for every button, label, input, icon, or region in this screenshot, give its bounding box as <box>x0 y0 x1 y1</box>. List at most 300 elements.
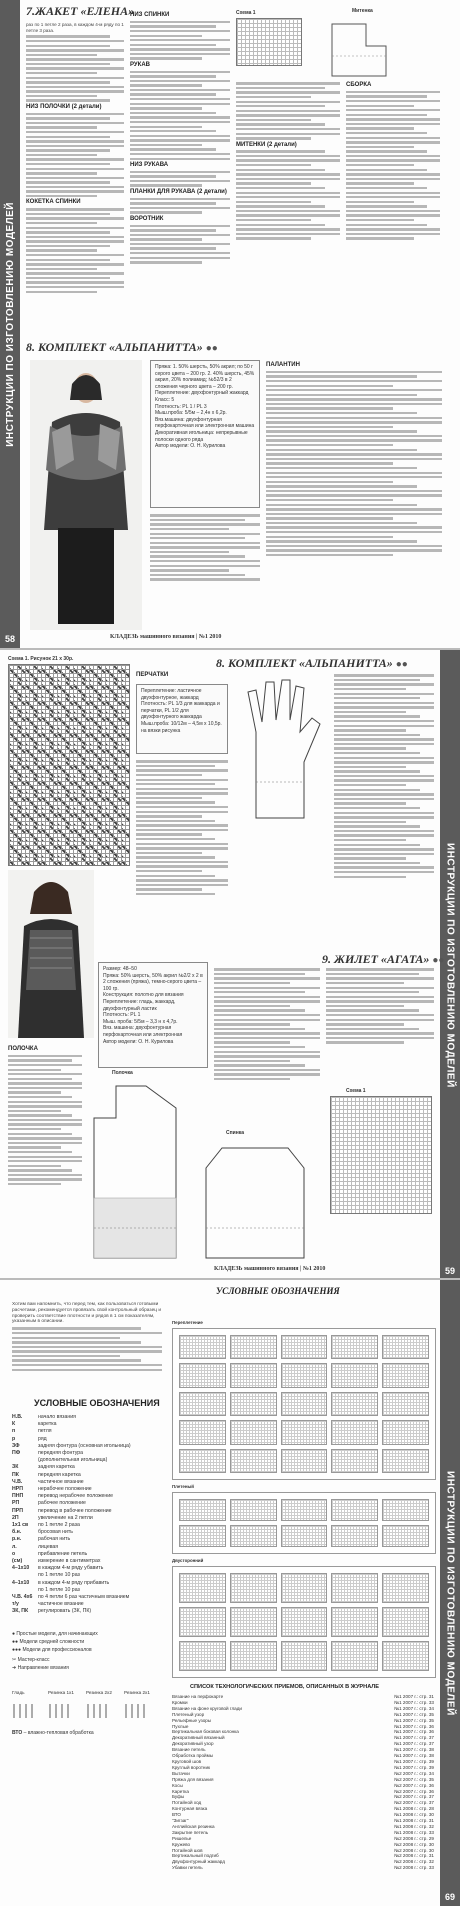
stitch-symbol-icon <box>230 1525 277 1547</box>
technique-reference: №1 2007 г.: стр. 34 <box>394 1705 434 1711</box>
spinka-label: Спинка <box>226 1130 245 1136</box>
abbreviation-legend <box>12 1414 162 1616</box>
technique-name: Косы <box>172 1782 183 1788</box>
legend-row <box>12 1457 162 1464</box>
legend-abbr: Ч.В. <box>12 1478 23 1485</box>
gloves-info-box <box>136 684 228 754</box>
legend-row <box>12 1414 162 1421</box>
legend-abbr: р.н. <box>12 1536 22 1543</box>
scheme-label: Схема 1. Рисунок 21 х 30р. <box>8 656 74 662</box>
panel-title: Плетеный <box>172 1484 194 1489</box>
subsection-header <box>136 670 228 682</box>
stitch-symbol-icon <box>281 1607 328 1637</box>
technique-name: Декоративный узор <box>172 1741 214 1747</box>
info-gauge: Мыш.проба: 5/5м – 2,4н х 6,2р. <box>155 410 227 417</box>
front-panel-schematic <box>86 1078 196 1262</box>
technique-reference: №1 2007 г.: стр. 37 <box>394 1735 434 1741</box>
stitch-symbol-icon <box>281 1335 328 1359</box>
legend-row <box>12 1522 162 1529</box>
pattern-title: 7.ЖАКЕТ «ЕЛЕНА» <box>26 4 135 18</box>
info-stitch: Переплетение: гладь, жаккард, двухфонтурный ластик <box>103 998 176 1012</box>
technique-reference: №2 2008 г.: стр. 30 <box>394 1847 434 1853</box>
legend-row <box>12 1565 162 1572</box>
rib-label: Резинка 2x1 <box>124 1690 150 1695</box>
stitch-symbol-icon <box>281 1449 328 1473</box>
legend-row <box>12 1436 162 1443</box>
technique-name: Вязание на перфокарте <box>172 1694 224 1699</box>
legend-row <box>12 1500 162 1507</box>
page-number: 69 <box>444 1892 455 1902</box>
stitch-symbol-icon <box>230 1363 277 1387</box>
technique-name: Круглый воротник <box>172 1764 211 1770</box>
magazine-name: КЛАДЕЗЬ машинного вязания | №1 2010 <box>214 1266 326 1272</box>
technique-name: Потайной ход <box>172 1800 202 1806</box>
rib-label: Резинка 2x2 <box>86 1690 112 1695</box>
legend-meaning: частичное вязание <box>38 1478 84 1485</box>
legend-row <box>12 1558 162 1565</box>
stitch-symbol-icon <box>331 1392 378 1416</box>
legend-meaning: лицевая <box>38 1543 59 1550</box>
vto-legend: ВТО – влажно-тепловая обработка <box>12 1730 94 1736</box>
instructions-column-2 <box>130 10 230 332</box>
stitch-symbol-icon <box>281 1363 328 1387</box>
legend-meaning: нерабочее положение <box>38 1486 92 1493</box>
instructions-column-4 <box>346 80 440 332</box>
legend-row <box>12 1608 162 1615</box>
legend-title-top: УСЛОВНЫЕ ОБОЗНАЧЕНИЯ <box>216 1286 340 1296</box>
legend-abbr: ПРП <box>12 1507 23 1514</box>
technique-reference: №1 2007 г.: стр. 38 <box>394 1747 434 1753</box>
stitch-symbol-icon <box>382 1607 429 1637</box>
stitch-symbol-icon <box>331 1363 378 1387</box>
info-author: Автор модели: О. Н. Курилова <box>103 1038 174 1045</box>
technique-name: "Зигзаг" <box>172 1818 189 1824</box>
page-number: 58 <box>4 634 15 644</box>
technique-name: Буфы <box>172 1794 185 1800</box>
intro-paragraph <box>12 1302 162 1390</box>
magazine-page-58 <box>0 0 460 648</box>
stitch-symbol-icon <box>331 1499 378 1521</box>
legend-meaning: по 4 петли 6 раз частичным вязанием <box>38 1594 130 1601</box>
difficulty-pro: ●●● Модели для профессионалов <box>12 1647 92 1653</box>
symbols-panel-1 <box>172 1328 436 1480</box>
technique-name: ВТО <box>172 1812 181 1818</box>
info-density: Плотность: PL 1 <box>103 1012 141 1019</box>
technique-reference: №1 2007 г.: стр. 37 <box>394 1741 434 1747</box>
legend-title-left: УСЛОВНЫЕ ОБОЗНАЧЕНИЯ <box>34 1398 160 1408</box>
legend-meaning: перевод в рабочее положение <box>38 1507 112 1514</box>
legend-abbr: ЗК <box>12 1464 19 1471</box>
info-author: Автор модели: О. Н. Курилова <box>155 443 226 450</box>
stitch-symbol-icon <box>230 1449 277 1473</box>
technique-reference: №1 2007 г.: стр. 31 <box>394 1694 434 1699</box>
legend-row <box>12 1508 162 1515</box>
legend-meaning: каретка <box>38 1421 57 1428</box>
page-footer <box>110 634 221 640</box>
technique-name: Вертикальная боковая колонка <box>172 1729 239 1735</box>
pattern-title: 8. КОМПЛЕКТ «АЛЬПАНИТТА» ●● <box>26 340 218 354</box>
subsection-title: ВОРОТНИК <box>130 215 164 222</box>
technique-list <box>172 1694 434 1871</box>
legend-abbr: 4–1х10 <box>12 1565 30 1572</box>
back-panel-schematic <box>200 1138 310 1262</box>
project-info-box <box>150 360 260 508</box>
stitch-symbol-icon <box>230 1641 277 1671</box>
technique-reference: №1 2008 г.: стр. 30 <box>394 1812 434 1818</box>
subsection-title: ПЕРЧАТКИ <box>136 672 169 678</box>
legend-row <box>12 1472 162 1479</box>
technique-name: Ришелье <box>172 1835 192 1841</box>
technique-reference: №2 2008 г.: стр. 33 <box>394 1865 434 1871</box>
technique-reference: №2 2007 г.: стр. 36 <box>394 1788 434 1794</box>
technique-name: Каретка <box>172 1788 189 1794</box>
legend-meaning: по 1 петле 10 раз <box>38 1572 80 1579</box>
page-number: 59 <box>444 1266 455 1276</box>
technique-reference: №1 2007 г.: стр. 35 <box>394 1711 434 1717</box>
technique-name: Обработка проймы <box>172 1753 214 1759</box>
legend-row <box>12 1486 162 1493</box>
technique-reference: №1 2007 г.: стр. 35 <box>394 1717 434 1723</box>
stitch-chart <box>236 18 302 66</box>
subsection-title: СБОРКА <box>346 82 372 88</box>
technique-name: Кромки <box>172 1699 188 1705</box>
technique-name: Круговой шов <box>172 1758 202 1764</box>
legend-meaning: петля <box>38 1428 52 1435</box>
info-class: Класс: 5 <box>155 396 175 403</box>
legend-abbr: ЗФ <box>12 1442 20 1449</box>
legend-row <box>12 1551 162 1558</box>
legend-row <box>12 1464 162 1471</box>
legend-abbr: о <box>12 1550 16 1557</box>
pattern-title: 8. КОМПЛЕКТ «АЛЬПАНИТТА» ●● <box>216 656 408 670</box>
pattern-title-text: 8. КОМПЛЕКТ «АЛЬПАНИТТА» <box>26 340 203 354</box>
legend-meaning: измерение в сантиметрах <box>38 1558 101 1565</box>
stitch-symbol-icon <box>281 1641 328 1671</box>
stitch-symbol-icon <box>281 1573 328 1603</box>
subsection-title: НИЗ СПИНКИ <box>130 12 170 18</box>
info-density: Плотность: PL 1/3 для жаккарда и перчатки, PL 1/2 для двухфонтурного жаккарда <box>141 701 220 721</box>
stitch-symbol-icon <box>382 1420 429 1444</box>
legend-meaning: (дополнительная игольница) <box>38 1457 108 1464</box>
legend-meaning: регулировать (ЗК, ПК) <box>38 1608 92 1615</box>
stitch-symbol-icon <box>281 1420 328 1444</box>
subsection-title: НИЗ РУКАВА <box>130 161 169 168</box>
technique-name: Убавки петель <box>172 1865 203 1871</box>
technique-reference: №1 2007 г.: стр. 39 <box>394 1764 434 1770</box>
rib-label: Гладь <box>12 1690 25 1695</box>
rib-samples <box>12 1690 162 1750</box>
technique-name: Вертикальный подгиб <box>172 1853 219 1859</box>
technique-reference: №1 2007 г.: стр. 33 <box>394 1699 434 1705</box>
stitch-symbol-icon <box>179 1525 226 1547</box>
technique-name: Двухфонтурный жаккард <box>172 1859 225 1865</box>
stitch-symbol-icon <box>331 1641 378 1671</box>
technique-name: Пухлые <box>172 1723 189 1729</box>
stitch-symbol-icon <box>179 1335 226 1359</box>
model-photo <box>30 360 142 630</box>
technique-reference: №1 2008 г.: стр. 31 <box>394 1818 434 1824</box>
legend-abbr: (см) <box>12 1558 23 1565</box>
legend-row <box>12 1479 162 1486</box>
info-construction: Конструкция: полотно для вязания <box>103 992 184 999</box>
technique-name: Рельефные узоры <box>172 1717 212 1723</box>
subsection-title: ПОЛОЧКА <box>8 1046 38 1052</box>
legend-meaning: задняя фонтура (основная игольница) <box>38 1442 131 1449</box>
info-machine: Вяз.машина: двухфонтурная перфокарточная или электронная машина <box>155 416 255 430</box>
legend-meaning: прибавление петель <box>38 1550 88 1557</box>
stitch-symbol-icon <box>230 1499 277 1521</box>
legend-row <box>12 1515 162 1522</box>
legend-meaning: задняя каретка <box>38 1464 75 1471</box>
legend-meaning: рабочая нить <box>38 1536 71 1543</box>
panel-title: Двусторонний <box>172 1558 204 1563</box>
subsection-title: ПЛАНКИ ДЛЯ РУКАВА (2 детали) <box>130 188 227 195</box>
legend-meaning: частичное вязание <box>38 1601 84 1608</box>
section-sidebar <box>0 0 20 648</box>
magazine-page-59 <box>0 648 460 1280</box>
stitch-symbol-icon <box>179 1607 226 1637</box>
stitch-symbol-icon <box>179 1420 226 1444</box>
page-footer <box>214 1266 325 1272</box>
technique-name: Закрытие петель <box>172 1829 209 1835</box>
stitch-symbol-icon <box>179 1449 226 1473</box>
stitch-symbol-icon <box>331 1335 378 1359</box>
legend-row <box>12 1493 162 1500</box>
legend-abbr: ЗК, ПК <box>12 1608 29 1615</box>
legend-row <box>12 1544 162 1551</box>
stitch-symbol-icon <box>281 1392 328 1416</box>
vest-instructions-2 <box>326 966 434 1082</box>
legend-meaning: перевод нерабочее положение <box>38 1493 114 1500</box>
intro-text: раз по 1 петле 2 раза, в каждом 4-м ряду по 1 петле 3 раза. <box>26 22 124 33</box>
gloves-instructions-2 <box>334 672 434 947</box>
stitch-symbol-icon <box>382 1392 429 1416</box>
palatin-column <box>266 360 442 624</box>
mitten-label: Митенка <box>352 8 373 14</box>
stitch-symbol-icon <box>382 1363 429 1387</box>
instructions-column-3 <box>236 80 340 332</box>
technique-name: Кружево <box>172 1841 191 1847</box>
symbols-panel-2 <box>172 1492 436 1554</box>
legend-meaning: передняя фонтура <box>38 1450 84 1457</box>
intro-text: Хотим вам напомнить, что перед тем, как пользоваться готовыми расчетами, рекомендуется провязать свой контрольный образец и проверить соответствие плотности и рядов в 1 см показателям, указанным в описании. <box>12 1302 161 1325</box>
technique-reference: №2 2007 г.: стр. 35 <box>394 1776 434 1782</box>
technique-name: Вытачки <box>172 1770 190 1776</box>
technique-name: Декоративный вязанный <box>172 1735 225 1741</box>
technique-reference: №1 2007 г.: стр. 38 <box>394 1753 434 1759</box>
technique-reference: №2 2007 г.: стр. 37 <box>394 1800 434 1806</box>
pattern-title-text: 8. КОМПЛЕКТ «АЛЬПАНИТТА» <box>216 656 393 670</box>
difficulty-easy: ● Простые модели, для начинающих <box>12 1631 98 1637</box>
magazine-name: КЛАДЕЗЬ машинного вязания | №1 2010 <box>110 634 222 640</box>
master-class-legend: ✂ Мастер-класс <box>12 1657 50 1663</box>
stitch-symbol-icon <box>230 1392 277 1416</box>
stitch-symbol-icon <box>179 1641 226 1671</box>
stitch-symbol-icon <box>179 1363 226 1387</box>
legend-abbr: т/у <box>12 1601 19 1608</box>
legend-abbr: К <box>12 1421 16 1428</box>
legend-meaning: рабочее положение <box>38 1500 86 1507</box>
legend-abbr: Ч.В. 4х6 <box>12 1594 33 1601</box>
stitch-symbol-icon <box>382 1449 429 1473</box>
polochka-label: Полочка <box>112 1070 133 1076</box>
technique-reference: №2 2008 г.: стр. 31 <box>394 1853 434 1859</box>
scheme-label: Схема 1 <box>346 1088 366 1094</box>
info-yarn: Пряжа: 50% шерсть, 50% акрил №2/2 x 2 в 2 сложения (пряжа), темно-серого цвета – 100 гр. <box>103 972 203 992</box>
stitch-symbol-icon <box>382 1525 429 1547</box>
stitch-symbol-icon <box>331 1420 378 1444</box>
scheme-label: Схема 1 <box>236 10 256 16</box>
legend-abbr: ПК <box>12 1471 19 1478</box>
stitch-symbol-icon <box>281 1525 328 1547</box>
legend-row <box>12 1601 162 1608</box>
technique-reference: №1 2007 г.: стр. 36 <box>394 1723 434 1729</box>
technique-name: Вязание на фоне круговой глади <box>172 1705 242 1711</box>
legend-abbr: 1х1 св <box>12 1522 29 1529</box>
subsection-title: КОКЕТКА СПИНКИ <box>26 199 81 206</box>
legend-row <box>12 1428 162 1435</box>
legend-meaning: в каждом 4-м ряду убавить <box>38 1565 104 1572</box>
legend-row <box>12 1421 162 1428</box>
legend-abbr <box>12 1572 38 1579</box>
legend-abbr: НРП <box>12 1486 23 1493</box>
legend-meaning: по 1 петле 10 раз <box>38 1586 80 1593</box>
technique-reference: №2 2007 г.: стр. 37 <box>394 1794 434 1800</box>
legend-abbr: п <box>12 1428 16 1435</box>
stitch-symbol-icon <box>179 1573 226 1603</box>
stitch-symbol-icon <box>331 1525 378 1547</box>
legend-abbr: р <box>12 1435 16 1442</box>
model-photo <box>8 870 94 1038</box>
legend-row <box>12 1529 162 1536</box>
technique-reference: №1 2008 г.: стр. 32 <box>394 1823 434 1829</box>
technique-reference: №1 2008 г.: стр. 28 <box>394 1806 434 1812</box>
info-deco: Декоративная игольница: непрерывные полоски одного ряда <box>155 429 248 443</box>
stitch-symbol-icon <box>230 1573 277 1603</box>
subsection-title: НИЗ ПОЛОЧКИ (2 детали) <box>26 103 102 110</box>
vest-info-box <box>98 962 208 1068</box>
technique-reference: №1 2008 г.: стр. 33 <box>394 1829 434 1835</box>
technique-name: Вязание петель <box>172 1747 206 1753</box>
pattern-title-text: 9. ЖИЛЕТ «АГАТА» <box>322 952 430 966</box>
technique-reference: №1 2007 г.: стр. 36 <box>394 1729 434 1735</box>
info-density: Плотность: PL 1 / PL 3 <box>155 403 207 410</box>
technique-name: Контурная вязка <box>172 1806 208 1812</box>
subsection-title: ПАЛАНТИН <box>266 362 300 368</box>
legend-meaning: бросовая нить <box>38 1529 73 1536</box>
stitch-symbol-icon <box>230 1335 277 1359</box>
technique-name: Английская резинка <box>172 1823 215 1829</box>
front-instructions <box>8 1044 82 1254</box>
legend-abbr: Н.В. <box>12 1414 23 1420</box>
stitch-symbol-icon <box>382 1499 429 1521</box>
difficulty-legend <box>12 1630 162 1672</box>
legend-row <box>12 1580 162 1587</box>
gloves-instructions <box>136 758 228 948</box>
legend-abbr: л. <box>12 1543 17 1550</box>
technique-reference: №1 2007 г.: стр. 39 <box>394 1758 434 1764</box>
legend-row <box>12 1587 162 1594</box>
legend-abbr: б.н. <box>12 1529 22 1536</box>
info-gauge: Мыш.проба: 10/12м – 4,5м х 10,5р. на вязки рисунка <box>141 720 222 734</box>
pattern-title: 9. ЖИЛЕТ «АГАТА» ●● <box>322 952 445 966</box>
instructions-column-1 <box>26 22 124 332</box>
rib-label: Резинка 1x1 <box>48 1690 74 1695</box>
mitten-pattern-diagram <box>322 16 400 78</box>
glove-pattern-diagram <box>236 672 328 822</box>
stitch-symbol-icon <box>331 1449 378 1473</box>
legend-meaning: по 1 петле 2 раза <box>38 1522 80 1529</box>
stitch-symbol-icon <box>331 1607 378 1637</box>
technique-reference: №2 2007 г.: стр. 36 <box>394 1782 434 1788</box>
techlist-title: СПИСОК ТЕХНОЛОГИЧЕСКИХ ПРИЕМОВ, ОПИСАННЫХ В ЖУРНАЛЕ <box>190 1684 379 1690</box>
section-label: ИНСТРУКЦИИ ПО ИЗГОТОВЛЕНИЮ МОДЕЛЕЙ <box>444 1470 456 1716</box>
legend-meaning: передняя каретка <box>38 1471 81 1478</box>
legend-abbr <box>12 1457 38 1464</box>
legend-row <box>12 1594 162 1601</box>
section-label: ИНСТРУКЦИИ ПО ИЗГОТОВЛЕНИЮ МОДЕЛЕЙ <box>444 842 456 1088</box>
section-sidebar <box>440 1280 460 1906</box>
technique-name: Пряжа для вязания <box>172 1776 214 1782</box>
technique-reference: №2 2008 г.: стр. 29 <box>394 1835 434 1841</box>
legend-row <box>12 1536 162 1543</box>
legend-abbr: 4–1х10 <box>12 1579 30 1586</box>
rib-diagrams <box>12 1698 162 1724</box>
stitch-symbol-icon <box>179 1499 226 1521</box>
technique-reference: №2 2007 г.: стр. 34 <box>394 1770 434 1776</box>
legend-abbr: ПФ <box>12 1450 21 1457</box>
direction-legend: ➜ Направление вязания <box>12 1665 69 1671</box>
info-gauge: Мыш. проба: 5/5м – 3,3 н х 4,7р. <box>103 1018 178 1025</box>
stitch-symbol-icon <box>281 1499 328 1521</box>
technique-row <box>172 1865 434 1871</box>
vest-instructions-1 <box>214 966 320 1124</box>
stitch-symbol-icon <box>382 1573 429 1603</box>
info-yarn: Пряжа: 1. 50% шерсть, 50% акрил; по 50 г серого цвета – 200 гр. 2. 40% шерсть, 45% акрил, 20% полиамид; №52/3 в 2 сложения черного цвета – 200 гр. <box>155 364 255 390</box>
difficulty-medium: ●● Модели средней сложности <box>12 1639 85 1645</box>
stitch-symbol-icon <box>230 1420 277 1444</box>
stitch-symbol-icon <box>230 1607 277 1637</box>
legend-abbr: 2П <box>12 1514 19 1521</box>
stitch-symbol-icon <box>382 1641 429 1671</box>
technique-reference: №2 2008 г.: стр. 32 <box>394 1859 434 1865</box>
stitch-symbol-icon <box>331 1573 378 1603</box>
info-size: Размер: 48–50 <box>103 966 137 972</box>
info-machine: Вяз. машина: двухфонтурная перфокарточная или электронная <box>103 1025 183 1038</box>
subsection-title: МИТЕНКИ (2 детали) <box>236 141 297 148</box>
technique-name: Потайной шов <box>172 1847 203 1853</box>
jacquard-chart <box>8 664 130 866</box>
legend-abbr <box>12 1587 38 1594</box>
stitch-chart <box>330 1096 432 1214</box>
technique-name: Плетеный узор <box>172 1711 205 1717</box>
legend-meaning: ряд <box>38 1435 47 1442</box>
stitch-symbol-icon <box>382 1335 429 1359</box>
subsection-title: РУКАВ <box>130 61 150 68</box>
legend-meaning: увеличение на 2 петли <box>38 1514 93 1521</box>
legend-abbr: ПНП <box>12 1493 24 1500</box>
stitch-symbol-icon <box>179 1392 226 1416</box>
info-stitch: Переплетение: двухфонтурный жаккард <box>155 390 249 397</box>
symbols-panel-3 <box>172 1566 436 1678</box>
legend-row <box>12 1572 162 1579</box>
legend-meaning: в каждом 4-м ряду прибавить <box>38 1579 110 1586</box>
legend-meaning: начало вязания <box>38 1414 76 1420</box>
palatin-instructions <box>150 512 260 624</box>
technique-reference: №2 2008 г.: стр. 30 <box>394 1841 434 1847</box>
magazine-page-60 <box>0 1278 460 1906</box>
legend-abbr: РП <box>12 1500 20 1507</box>
